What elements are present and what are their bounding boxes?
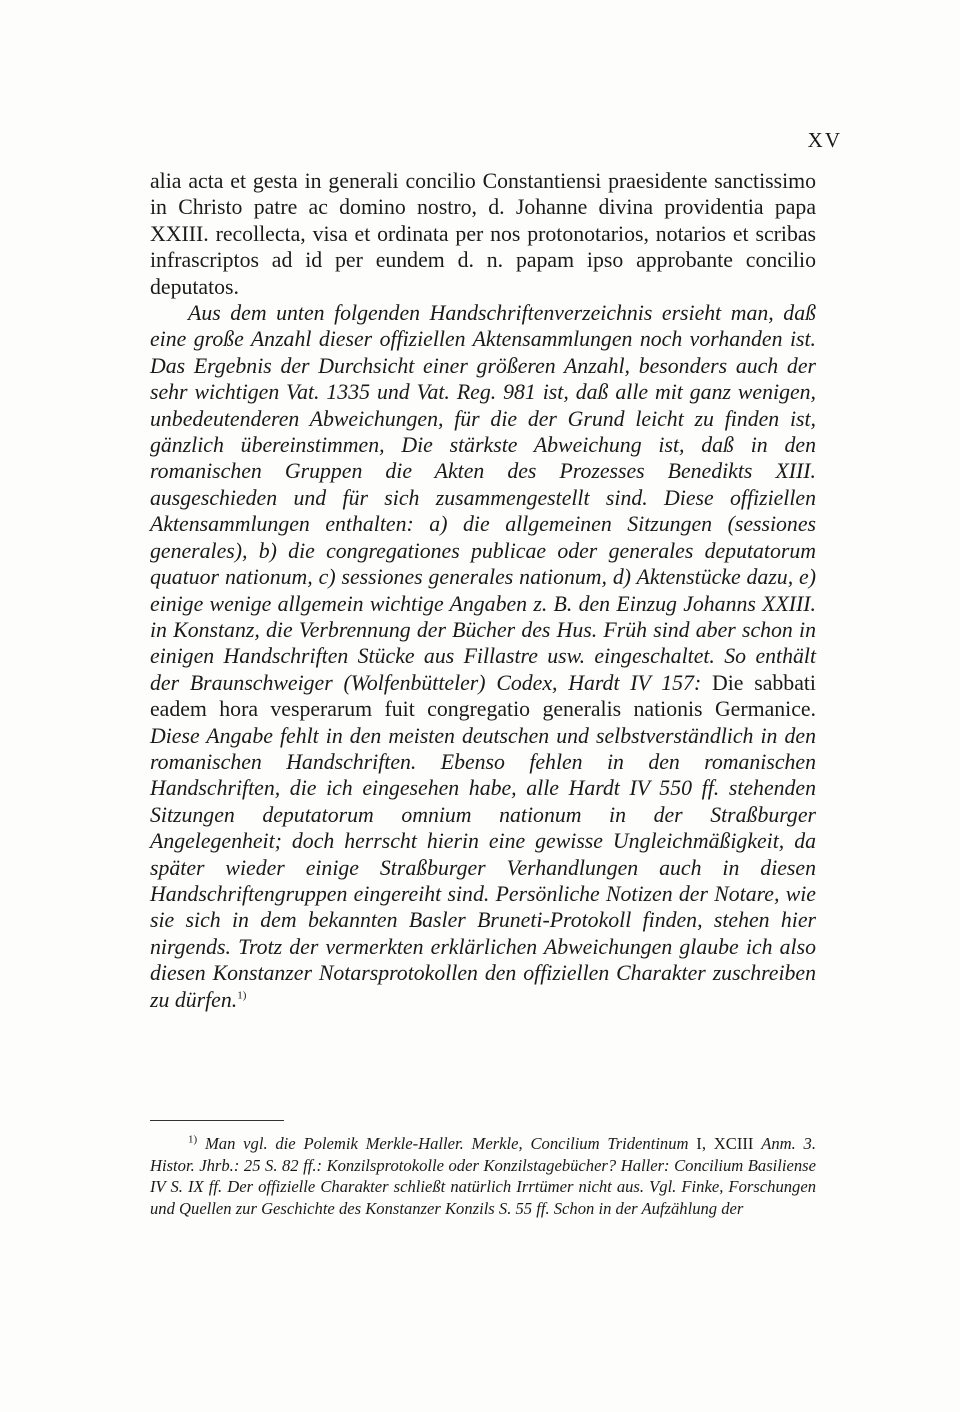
footnote-text-part-1: Man vgl. die Polemik Merkle-Haller. Merkle, Concilium Tridentinum	[197, 1134, 689, 1153]
commentary-paragraph	[150, 300, 816, 1013]
commentary-text-part-1: Aus dem unten folgenden Handschriftenverzeichnis ersieht man, daß eine große Anzahl dieser offiziellen Aktensammlungen noch vorhanden ist. Das Ergebnis der Durchsicht einer größeren Anzahl, besonders auch der sehr wichtigen Vat. 1335 und Vat. Reg. 981 ist, daß alle mit ganz wenigen, unbedeutenderen Abweichungen, für die der Grund leicht zu finden ist, gänzlich übereinstimmen, Die stärkste Abweichung ist, daß in den romanischen Gruppen die Akten des Prozesses Benedikts XIII. ausgeschieden und für sich zusammengestellt sind. Diese offiziellen Aktensammlungen enthalten: a) die allgemeinen Sitzungen (sessiones generales), b) die congregationes publicae oder generales deputatorum quatuor nationum, c) sessiones generales nationum, d) Aktenstücke dazu, e) einige wenige allgemein wichtige Angaben z. B. den Einzug Johanns XXIII. in Konstanz, die Verbrennung der Bücher des Hus. Früh sind aber schon in einigen Handschriften Stücke aus Fillastre usw. eingeschaltet. So enthält der Braunschweiger (Wolfenbütteler) Codex, Hardt IV 157:	[150, 301, 816, 695]
latin-intro-paragraph: alia acta et gesta in generali concilio Constantiensi praesidente sanctissimo in Christo patre ac domino nostro, d. Johanne divina providentia papa XXIII. recollecta, visa et ordinata per nos protonotarios, notarios et scribas infrascriptos ad id per eundem d. n. papam ipso approbante concilio deputatos.	[150, 169, 816, 299]
footnote-separator	[150, 1120, 284, 1121]
latin-quote: Die sabbati eadem hora vesperarum fuit congregatio generalis nationis Germanice.	[150, 670, 816, 722]
footnote-text-part-2: I, XCIII	[688, 1134, 762, 1153]
page-number: XV	[807, 128, 842, 152]
footnote-text-part-3: Anm. 3. Histor. Jhrb.: 25 S. 82 ff.: Konzilsprotokolle oder Konzilstagebücher? Haller: Concilium Basiliense IV S. IX ff. Der offizielle Charakter schließt natürlich Irrtümer nicht aus. Vgl. Finke, Forschungen und Quellen zur Geschichte des Konstanzer Konzils S. 55 ff. Schon in der Aufzählung der	[150, 1134, 816, 1218]
main-text	[150, 168, 816, 1013]
footnote-marker: 1)	[188, 1133, 198, 1146]
footnote-reference: 1)	[237, 989, 247, 1002]
footnote	[150, 1133, 816, 1219]
commentary-text-part-2: Diese Angabe fehlt in den meisten deutschen und selbstverständlich in den romanischen Handschriften. Ebenso fehlen in den romanischen Handschriften, die ich eingesehen habe, alle Hardt IV 550 ff. stehenden Sitzungen deputatorum omnium nationum in der Straßburger Angelegenheit; doch herrscht hierin eine gewisse Ungleichmäßigkeit, da später wieder einige Straßburger Verhandlungen auch in diesen Handschriftengruppen eingereiht sind. Persönliche Notizen der Notare, wie sie sich in dem bekannten Basler Bruneti-Protokoll finden, stehen hier nirgends. Trotz der vermerkten erklärlichen Abweichungen glaube ich also diesen Konstanzer Notarsprotokollen den offiziellen Charakter zuschreiben zu dürfen.	[150, 723, 816, 1012]
